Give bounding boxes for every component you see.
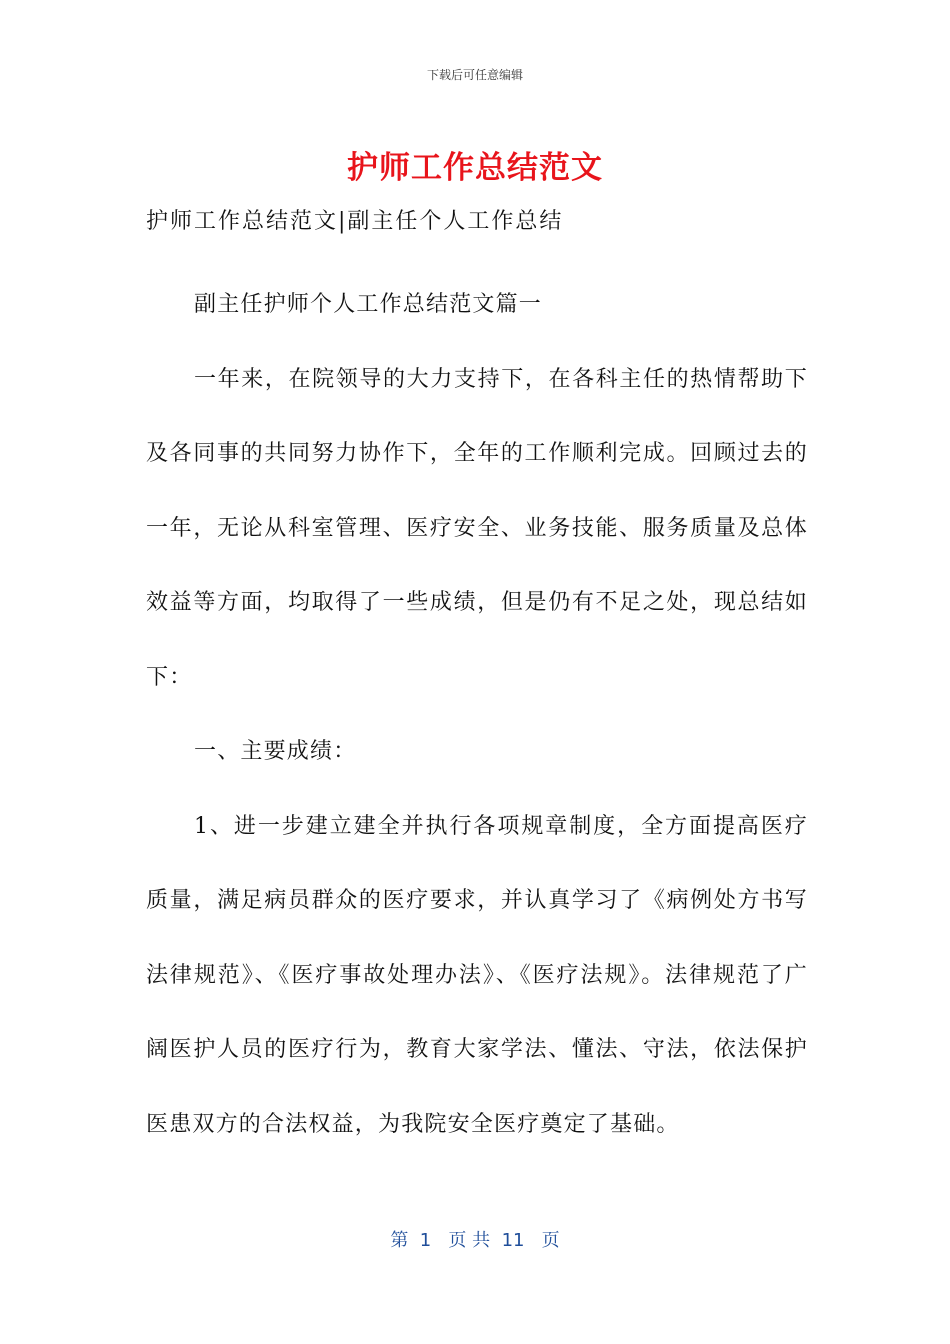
header-note: 下载后可任意编辑 [426, 68, 523, 82]
document-title: 护师工作总结范文 [347, 150, 603, 186]
document-subtitle: 护师工作总结范文|副主任个人工作总结 [146, 209, 564, 234]
section-heading: 副主任护师个人工作总结范文篇一 [194, 292, 543, 317]
document-body [146, 268, 808, 1162]
page-number-footer: 第 1 页 共 11 页 [390, 1230, 560, 1251]
point-heading: 一、主要成绩： [194, 739, 357, 764]
paragraph-1: 一年来，在院领导的大力支持下，在各科主任的热情帮助下及各同事的共同努力协作下，全年的工作顺利完成。回顾过去的一年，无论从科室管理、医疗安全、业务技能、服务质量及总体效益等方面，均取得了一些成绩，但是仍有不足之处，现总结如下： [146, 366, 808, 690]
paragraph-2: 1、进一步建立建全并执行各项规章制度，全方面提高医疗质量，满足病员群众的医疗要求，并认真学习了《病例处方书写法律规范》、《医疗事故处理办法》、《医疗法规》。法律规范了广阔医护人员的医疗行为，教育大家学法、懂法、守法，依法保护医患双方的合法权益，为我院安全医疗奠定了基础。 [146, 813, 808, 1137]
